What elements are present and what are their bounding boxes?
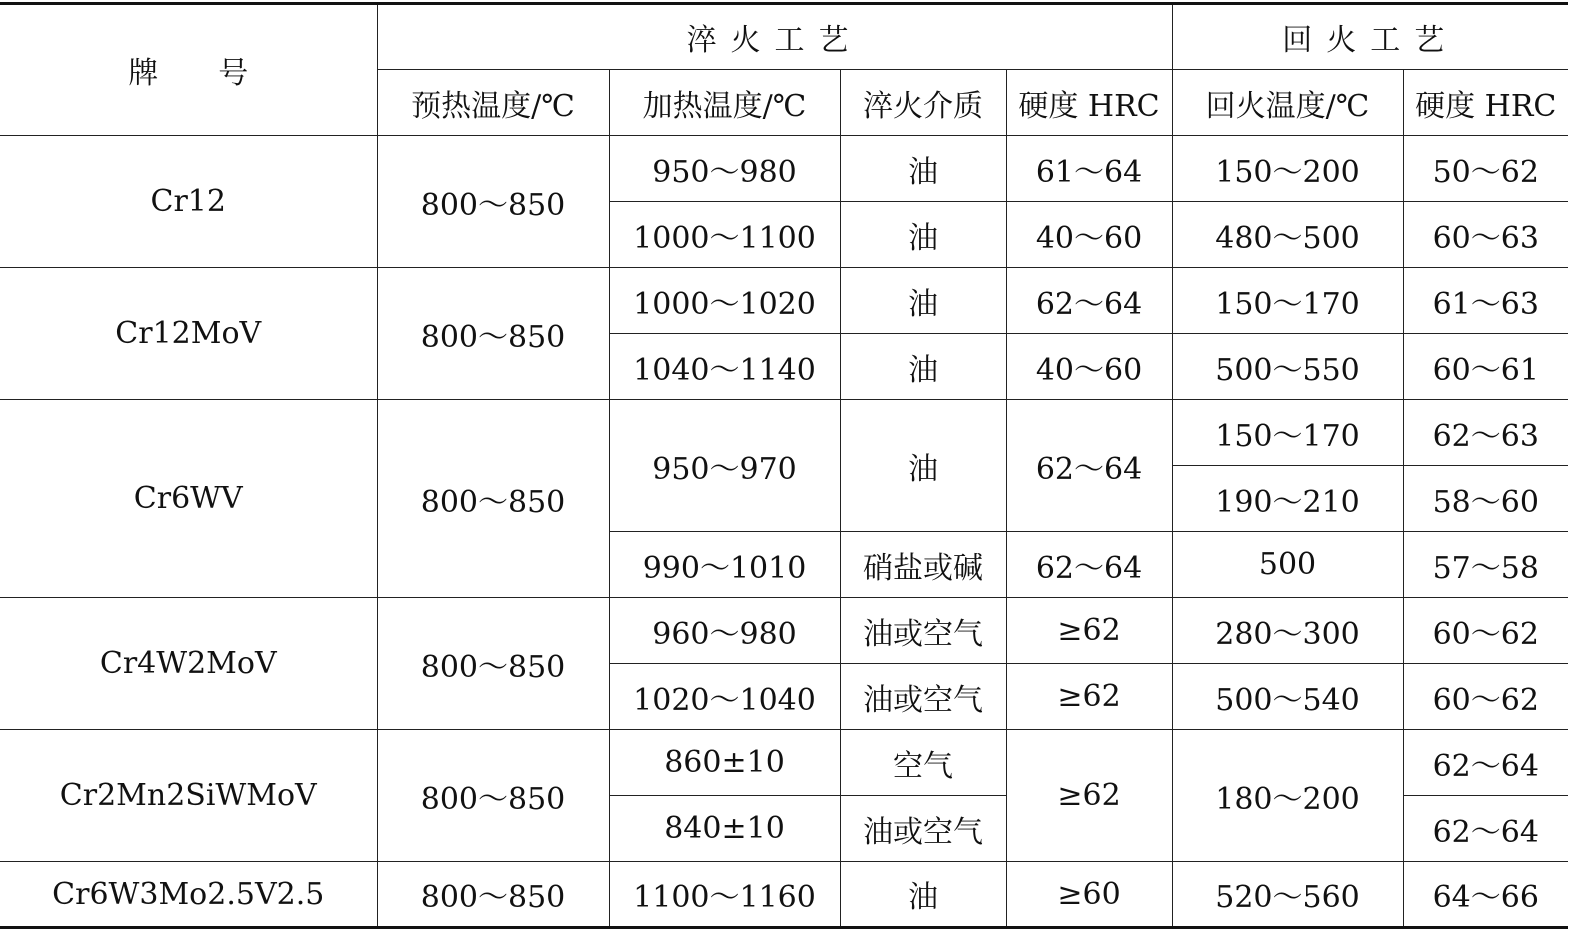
heating-cell: 950～980 bbox=[609, 136, 840, 202]
preheat-cell: 800～850 bbox=[377, 136, 609, 268]
temper-hardness-cell: 62～64 bbox=[1403, 796, 1568, 862]
header-heating: 加热温度/℃ bbox=[609, 70, 840, 136]
temper-temp-cell: 500～540 bbox=[1172, 664, 1403, 730]
heating-cell: 1100～1160 bbox=[609, 862, 840, 928]
header-medium: 淬火介质 bbox=[840, 70, 1006, 136]
temper-temp-cell: 520～560 bbox=[1172, 862, 1403, 928]
medium-cell: 油或空气 bbox=[840, 598, 1006, 664]
quench-hardness-cell: 62～64 bbox=[1006, 400, 1172, 532]
quench-hardness-cell: 40～60 bbox=[1006, 202, 1172, 268]
heating-cell: 990～1010 bbox=[609, 532, 840, 598]
medium-cell: 油或空气 bbox=[840, 796, 1006, 862]
temper-hardness-cell: 60～62 bbox=[1403, 598, 1568, 664]
medium-cell: 油 bbox=[840, 862, 1006, 928]
temper-temp-cell: 190～210 bbox=[1172, 466, 1403, 532]
table-row bbox=[0, 268, 1568, 334]
heating-cell: 960～980 bbox=[609, 598, 840, 664]
temper-hardness-cell: 64～66 bbox=[1403, 862, 1568, 928]
temper-temp-cell: 150～170 bbox=[1172, 400, 1403, 466]
grade-cell: Cr6W3Mo2.5V2.5 bbox=[0, 862, 377, 928]
heating-cell: 840±10 bbox=[609, 796, 840, 862]
temper-temp-cell: 500 bbox=[1172, 532, 1403, 598]
heating-cell: 1020～1040 bbox=[609, 664, 840, 730]
table-row bbox=[0, 862, 1568, 928]
grade-cell: Cr4W2MoV bbox=[0, 598, 377, 730]
temper-hardness-cell: 60～63 bbox=[1403, 202, 1568, 268]
temper-hardness-cell: 60～62 bbox=[1403, 664, 1568, 730]
medium-cell: 油 bbox=[840, 136, 1006, 202]
grade-cell: Cr12 bbox=[0, 136, 377, 268]
quench-hardness-cell: ≥62 bbox=[1006, 598, 1172, 664]
grade-cell: Cr6WV bbox=[0, 400, 377, 598]
header-quench-group: 淬火工艺 bbox=[377, 4, 1172, 70]
quench-hardness-cell: ≥60 bbox=[1006, 862, 1172, 928]
header-row-1 bbox=[0, 4, 1568, 70]
temper-hardness-cell: 60～61 bbox=[1403, 334, 1568, 400]
header-quench-hardness: 硬度 HRC bbox=[1006, 70, 1172, 136]
header-temper-temp: 回火温度/℃ bbox=[1172, 70, 1403, 136]
heating-cell: 950～970 bbox=[609, 400, 840, 532]
quench-hardness-cell: ≥62 bbox=[1006, 730, 1172, 862]
temper-temp-cell: 150～170 bbox=[1172, 268, 1403, 334]
quench-hardness-cell: ≥62 bbox=[1006, 664, 1172, 730]
heating-cell: 860±10 bbox=[609, 730, 840, 796]
quench-hardness-cell: 40～60 bbox=[1006, 334, 1172, 400]
temper-temp-cell: 500～550 bbox=[1172, 334, 1403, 400]
preheat-cell: 800～850 bbox=[377, 400, 609, 598]
temper-temp-cell: 180～200 bbox=[1172, 730, 1403, 862]
medium-cell: 油 bbox=[840, 400, 1006, 532]
temper-hardness-cell: 57～58 bbox=[1403, 532, 1568, 598]
heat-treatment-table bbox=[0, 2, 1568, 929]
header-preheat: 预热温度/℃ bbox=[377, 70, 609, 136]
temper-hardness-cell: 58～60 bbox=[1403, 466, 1568, 532]
header-grade: 牌 号 bbox=[0, 4, 377, 136]
table-row bbox=[0, 730, 1568, 796]
preheat-cell: 800～850 bbox=[377, 598, 609, 730]
medium-cell: 空气 bbox=[840, 730, 1006, 796]
table-row bbox=[0, 598, 1568, 664]
medium-cell: 油 bbox=[840, 202, 1006, 268]
temper-hardness-cell: 61～63 bbox=[1403, 268, 1568, 334]
grade-cell: Cr12MoV bbox=[0, 268, 377, 400]
temper-hardness-cell: 62～63 bbox=[1403, 400, 1568, 466]
grade-cell: Cr2Mn2SiWMoV bbox=[0, 730, 377, 862]
header-temper-group: 回火工艺 bbox=[1172, 4, 1568, 70]
temper-hardness-cell: 50～62 bbox=[1403, 136, 1568, 202]
quench-hardness-cell: 62～64 bbox=[1006, 268, 1172, 334]
heating-cell: 1000～1100 bbox=[609, 202, 840, 268]
quench-hardness-cell: 61～64 bbox=[1006, 136, 1172, 202]
heating-cell: 1040～1140 bbox=[609, 334, 840, 400]
preheat-cell: 800～850 bbox=[377, 862, 609, 928]
medium-cell: 油 bbox=[840, 268, 1006, 334]
temper-temp-cell: 150～200 bbox=[1172, 136, 1403, 202]
quench-hardness-cell: 62～64 bbox=[1006, 532, 1172, 598]
table-row bbox=[0, 136, 1568, 202]
header-temper-hardness: 硬度 HRC bbox=[1403, 70, 1568, 136]
temper-temp-cell: 480～500 bbox=[1172, 202, 1403, 268]
table-row bbox=[0, 400, 1568, 466]
temper-temp-cell: 280～300 bbox=[1172, 598, 1403, 664]
temper-hardness-cell: 62～64 bbox=[1403, 730, 1568, 796]
preheat-cell: 800～850 bbox=[377, 730, 609, 862]
preheat-cell: 800～850 bbox=[377, 268, 609, 400]
medium-cell: 油 bbox=[840, 334, 1006, 400]
heating-cell: 1000～1020 bbox=[609, 268, 840, 334]
medium-cell: 硝盐或碱 bbox=[840, 532, 1006, 598]
medium-cell: 油或空气 bbox=[840, 664, 1006, 730]
